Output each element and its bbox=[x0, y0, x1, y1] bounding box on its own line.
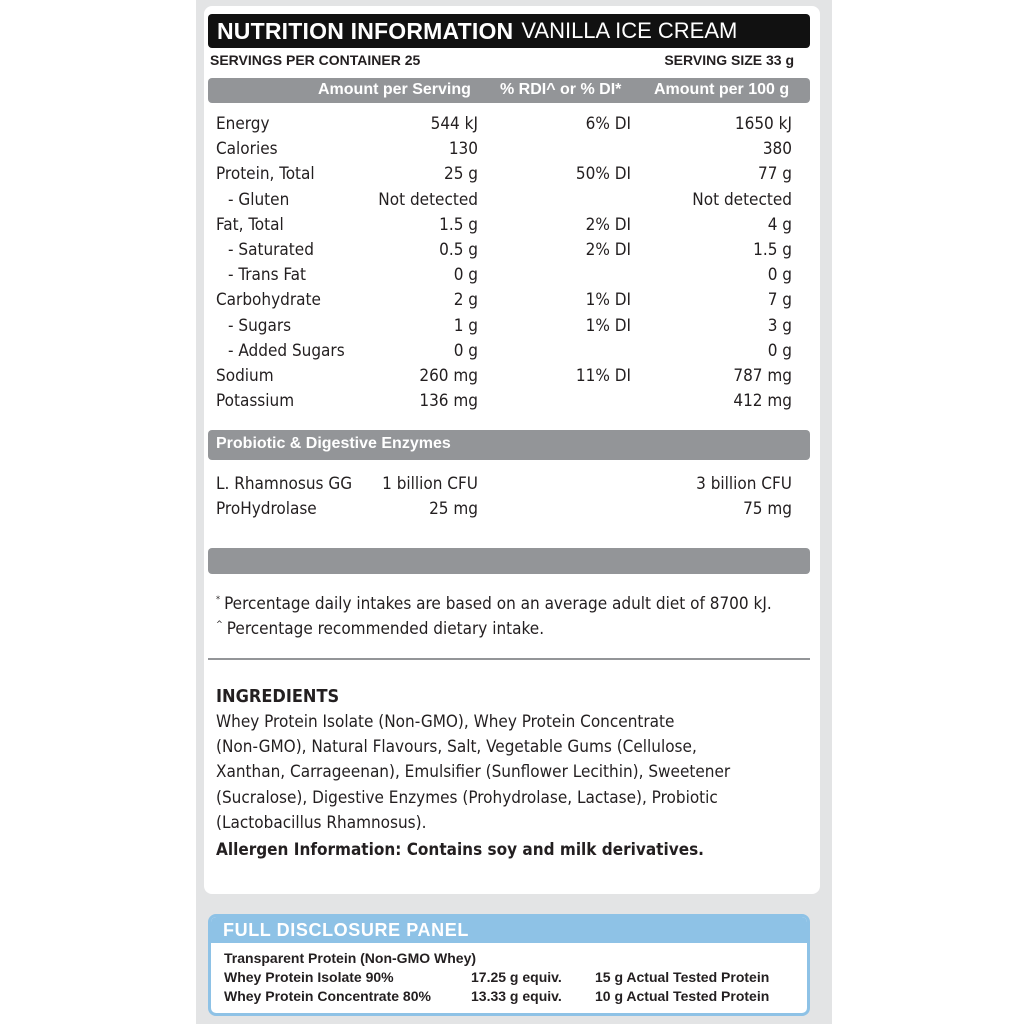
footnote-text: Percentage recommended dietary intake. bbox=[226, 619, 545, 639]
protein-actual: 10 g Actual Tested Protein bbox=[595, 988, 770, 1004]
footnote-mark: ^ bbox=[216, 620, 223, 630]
nutrient-per-100g: 412 mg bbox=[733, 391, 792, 411]
nutrient-name: Potassium bbox=[216, 391, 295, 411]
nutrient-rdi: 2% DI bbox=[585, 240, 631, 260]
protein-equiv: 13.33 g equiv. bbox=[471, 988, 562, 1004]
nutrient-name: - Trans Fat bbox=[228, 265, 306, 285]
nutrient-per-100g: 4 g bbox=[767, 215, 792, 235]
nutrient-per-serving: 0 g bbox=[453, 265, 478, 285]
nutrient-row bbox=[216, 238, 792, 262]
nutrient-per-serving: 136 mg bbox=[419, 391, 478, 411]
nutrient-per-serving: 0 g bbox=[453, 341, 478, 361]
nutrient-name: - Gluten bbox=[228, 190, 290, 210]
ingredients-line: (Non-GMO), Natural Flavours, Salt, Vegetable Gums (Cellulose, bbox=[216, 737, 697, 757]
nutrient-rdi: 6% DI bbox=[585, 114, 631, 134]
nutrient-rdi: 11% DI bbox=[575, 366, 631, 386]
table-header-bar bbox=[208, 78, 810, 103]
disclosure-row bbox=[224, 987, 804, 1005]
full-disclosure-panel bbox=[208, 914, 810, 1016]
disclosure-subtitle bbox=[224, 949, 804, 967]
nutrient-row bbox=[216, 364, 792, 388]
footnote-rdi bbox=[216, 613, 816, 637]
nutrient-rdi: 2% DI bbox=[585, 215, 631, 235]
probiotic-header-bar bbox=[208, 430, 810, 460]
probiotic-name: L. Rhamnosus GG bbox=[216, 474, 353, 494]
separator-bar bbox=[208, 548, 810, 574]
nutrient-rdi: 50% DI bbox=[575, 164, 631, 184]
disclosure-heading: FULL DISCLOSURE PANEL bbox=[223, 920, 469, 940]
nutrient-per-serving: Not detected bbox=[378, 190, 478, 210]
nutrient-row bbox=[216, 112, 792, 136]
nutrient-per-serving: 0.5 g bbox=[439, 240, 478, 260]
ingredients-line: (Sucralose), Digestive Enzymes (Prohydrolase, Lactase), Probiotic bbox=[216, 788, 718, 808]
ingredients-line: Whey Protein Isolate (Non-GMO), Whey Protein Concentrate bbox=[216, 712, 675, 732]
servings-row bbox=[210, 50, 794, 72]
nutrient-name: Fat, Total bbox=[216, 215, 284, 235]
nutrient-name: Energy bbox=[216, 114, 270, 134]
nutrient-per-serving: 1.5 g bbox=[439, 215, 478, 235]
disclosure-header bbox=[211, 917, 807, 943]
nutrient-row bbox=[216, 162, 792, 186]
nutrient-per-100g: 0 g bbox=[767, 341, 792, 361]
protein-source: Whey Protein Isolate 90% bbox=[224, 969, 394, 985]
nutrient-per-serving: 544 kJ bbox=[430, 114, 478, 134]
nutrient-name: - Sugars bbox=[228, 316, 292, 336]
nutrient-name: Carbohydrate bbox=[216, 290, 321, 310]
nutrient-name: Calories bbox=[216, 139, 278, 159]
probiotic-per-100g: 75 mg bbox=[743, 499, 792, 519]
disclosure-subtitle-text: Transparent Protein (Non-GMO Whey) bbox=[224, 950, 477, 966]
nutrient-name: - Added Sugars bbox=[228, 341, 345, 361]
servings-per-container: SERVINGS PER CONTAINER 25 bbox=[210, 52, 421, 68]
nutrient-row bbox=[216, 188, 792, 212]
footnote-di bbox=[216, 588, 816, 612]
nutrient-row bbox=[216, 389, 792, 413]
allergen-info: Allergen Information: Contains soy and milk derivatives. bbox=[216, 840, 704, 860]
ingredients-line: Xanthan, Carrageenan), Emulsifier (Sunflower Lecithin), Sweetener bbox=[216, 762, 731, 782]
nutrient-rdi: 1% DI bbox=[585, 316, 631, 336]
ingredients-title: INGREDIENTS bbox=[216, 686, 340, 707]
footnote-text: Percentage daily intakes are based on an average adult diet of 8700 kJ. bbox=[224, 594, 772, 614]
protein-equiv: 17.25 g equiv. bbox=[471, 969, 562, 985]
nutrient-row bbox=[216, 288, 792, 312]
nutrient-per-serving: 130 bbox=[448, 139, 478, 159]
probiotic-per-serving: 1 billion CFU bbox=[382, 474, 478, 494]
nutrient-row bbox=[216, 137, 792, 161]
nutrition-title: NUTRITION INFORMATION bbox=[217, 17, 514, 44]
protein-actual: 15 g Actual Tested Protein bbox=[595, 969, 770, 985]
nutrient-name: Protein, Total bbox=[216, 164, 315, 184]
probiotic-row bbox=[216, 497, 792, 521]
disclosure-row bbox=[224, 968, 804, 986]
nutrient-per-100g: 7 g bbox=[767, 290, 792, 310]
ingredients-line: (Lactobacillus Rhamnosus). bbox=[216, 813, 427, 833]
nutrient-name: Sodium bbox=[216, 366, 274, 386]
nutrient-per-100g: 380 bbox=[762, 139, 792, 159]
header-per-serving: Amount per Serving bbox=[318, 81, 471, 98]
footnote-mark: * bbox=[216, 595, 221, 605]
nutrient-per-100g: Not detected bbox=[692, 190, 792, 210]
nutrient-per-100g: 787 mg bbox=[733, 366, 792, 386]
nutrient-per-serving: 2 g bbox=[453, 290, 478, 310]
nutrient-row bbox=[216, 314, 792, 338]
nutrient-per-100g: 77 g bbox=[757, 164, 792, 184]
probiotic-per-serving: 25 mg bbox=[429, 499, 478, 519]
header-rdi: % RDI^ or % DI* bbox=[500, 81, 622, 98]
nutrient-row bbox=[216, 339, 792, 363]
probiotic-per-100g: 3 billion CFU bbox=[696, 474, 792, 494]
section-divider bbox=[208, 658, 810, 660]
nutrient-per-serving: 25 g bbox=[443, 164, 478, 184]
nutrient-row bbox=[216, 263, 792, 287]
nutrient-row bbox=[216, 213, 792, 237]
nutrient-per-100g: 0 g bbox=[767, 265, 792, 285]
protein-source: Whey Protein Concentrate 80% bbox=[224, 988, 431, 1004]
probiotic-name: ProHydrolase bbox=[216, 499, 317, 519]
nutrition-title-bar bbox=[208, 14, 810, 48]
nutrient-per-serving: 260 mg bbox=[419, 366, 478, 386]
nutrient-per-100g: 1650 kJ bbox=[734, 114, 792, 134]
header-per-100g: Amount per 100 g bbox=[654, 81, 790, 98]
nutrient-per-100g: 1.5 g bbox=[753, 240, 792, 260]
nutrient-rdi: 1% DI bbox=[585, 290, 631, 310]
nutrient-per-serving: 1 g bbox=[453, 316, 478, 336]
probiotic-row bbox=[216, 472, 792, 496]
product-flavour: VANILLA ICE CREAM bbox=[521, 18, 738, 43]
nutrient-name: - Saturated bbox=[228, 240, 314, 260]
serving-size: SERVING SIZE 33 g bbox=[664, 52, 794, 68]
probiotic-heading: Probiotic & Digestive Enzymes bbox=[216, 435, 451, 452]
nutrient-per-100g: 3 g bbox=[767, 316, 792, 336]
